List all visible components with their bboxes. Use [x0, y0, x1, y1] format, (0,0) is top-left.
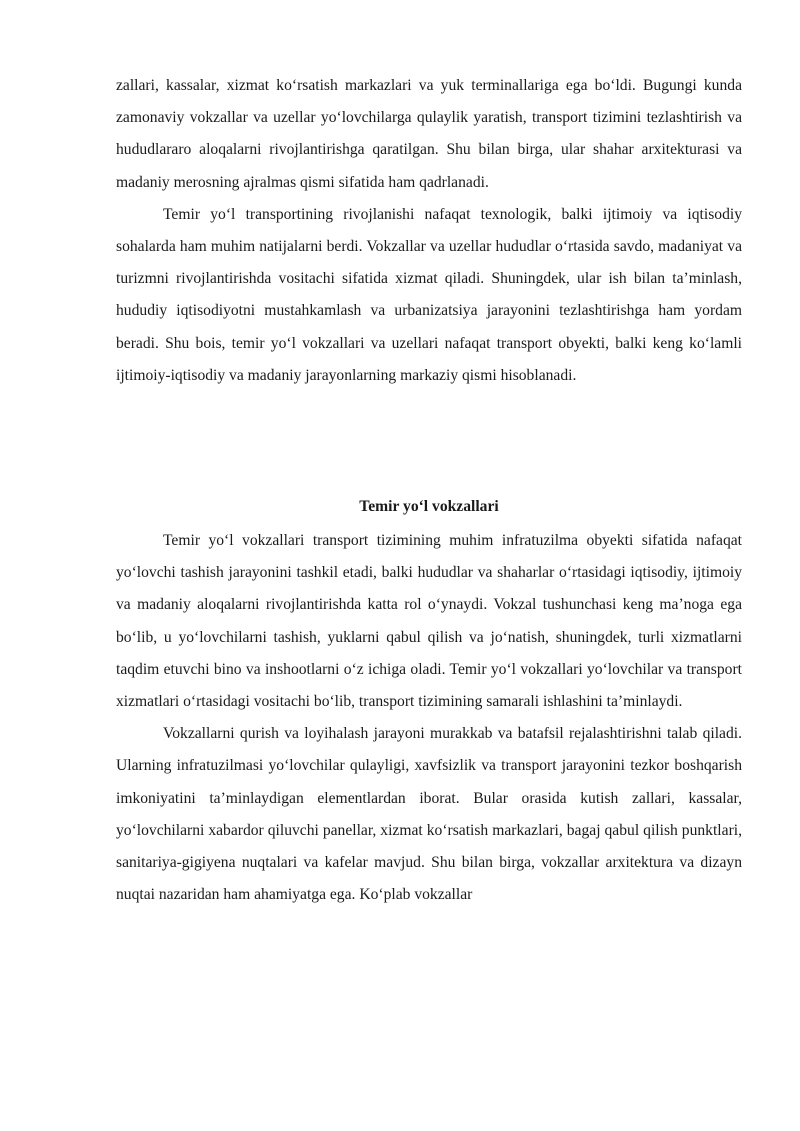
- body-text-top: [116, 70, 742, 392]
- paragraph-continuation: zallari, kassalar, xizmat ko‘rsatish markazlari va yuk terminallariga ega bo‘ldi. Bugungi kunda zamonaviy vokzallar va uzellar yo‘lovchilarga qulaylik yaratish, transport tizimini tezlashtirish va hududlararo aloqalarni rivojlantirishga qaratilgan. Shu bilan birga, ular shahar arxitekturasi va madaniy merosning ajralmas qismi sifatida ham qadrlanadi.: [116, 77, 742, 191]
- body-text-bottom: [116, 525, 742, 911]
- paragraph-station-design: Vokzallarni qurish va loyihalash jarayoni murakkab va batafsil rejalashtirishni talab qiladi. Ularning infratuzilmasi yo‘lovchilar qulayligi, xavfsizlik va transport jarayonini tezkor boshqarish imkoniyatini ta’minlaydigan elementlardan iborat. Bular orasida kutish zallari, kassalar, yo‘lovchilarni xabardor qiluvchi panellar, xizmat ko‘rsatish markazlari, bagaj qabul qilish punktlari, sanitariya-gigiyena nuqtalari va kafelar mavjud. Shu bilan birga, vokzallar arxitektura va dizayn nuqtai nazaridan ham ahamiyatga ega. Ko‘plab vokzallar: [116, 725, 742, 904]
- paragraph-transport-development: Temir yo‘l transportining rivojlanishi nafaqat texnologik, balki ijtimoiy va iqtisodiy sohalarda ham muhim natijalarni berdi. Vokzallar va uzellar hududlar o‘rtasida savdo, madaniyat va turizmni rivojlantirishda vositachi sifatida xizmat qiladi. Shuningdek, ular ish bilan ta’minlash, hududiy iqtisodiyotni mustahkamlash va urbanizatsiya jarayonini tezlashtirishga ham yordam beradi. Shu bois, temir yo‘l vokzallari va uzellari nafaqat transport obyekti, balki keng ko‘lamli ijtimoiy-iqtisodiy va madaniy jarayonlarning markaziy qismi hisoblanadi.: [116, 205, 742, 384]
- paragraph-station-role: Temir yo‘l vokzallari transport tizimining muhim infratuzilma obyekti sifatida nafaqat yo‘lovchi tashish jarayonini tashkil etadi, balki hududlar va shaharlar o‘rtasidagi iqtisodiy, ijtimoiy va madaniy aloqalarni rivojlantirishda katta rol o‘ynaydi. Vokzal tushunchasi keng ma’noga ega bo‘lib, u yo‘lovchilarni tashish, yuklarni qabul qilish va jo‘natish, shuningdek, turli xizmatlarni taqdim etuvchi bino va inshootlarni o‘z ichiga oladi. Temir yo‘l vokzallari yo‘lovchilar va transport xizmatlari o‘rtasidagi vositachi bo‘lib, transport tizimining samarali ishlashini ta’minlaydi.: [116, 532, 742, 711]
- section-heading: Temir yo‘l vokzallari: [359, 498, 499, 515]
